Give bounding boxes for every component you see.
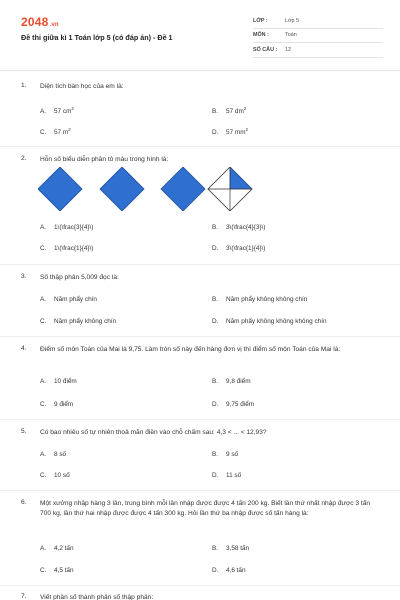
question-text: Số thập phân 5,009 đọc là: — [40, 274, 119, 281]
question-text: Viết phân số thành phân số thập phân: — [40, 594, 154, 600]
option-letter: D. — [212, 129, 219, 136]
option-letter: D. — [212, 567, 219, 574]
option-letter: A. — [40, 108, 47, 115]
question-text: Diện tích bàn học của em là: — [40, 83, 124, 90]
option-b[interactable] — [212, 378, 251, 385]
option-b[interactable] — [212, 106, 246, 115]
option-letter: C. — [40, 318, 47, 325]
option-d[interactable] — [212, 127, 248, 136]
option-c[interactable] — [40, 401, 73, 408]
option-letter: A. — [40, 378, 47, 385]
shaded-diamond-3 — [161, 167, 205, 211]
meta-value: 12 — [285, 46, 291, 53]
option-text: 9 điểm — [54, 401, 74, 408]
option-letter: A. — [40, 545, 47, 552]
option-d[interactable] — [212, 401, 254, 408]
option-superscript: 2 — [71, 106, 74, 111]
option-text: 8 số — [54, 451, 67, 458]
meta-value: Toán — [285, 32, 297, 39]
question-number: 1. — [21, 82, 27, 89]
option-superscript: 2 — [243, 106, 247, 111]
question-separator — [0, 146, 400, 147]
option-letter: D. — [212, 401, 219, 408]
question-number: 4. — [21, 345, 27, 352]
option-letter: B. — [212, 545, 219, 552]
option-letter: D. — [212, 245, 219, 252]
option-text: 1\(\frac{3}{4}\) — [54, 224, 94, 231]
option-text: Năm phẩy không không chín — [226, 296, 308, 303]
question-text: Có bao nhiêu số tự nhiên thoả mãn điền vào chỗ chấm sau: 4,3 < ... < 12,93? — [40, 429, 267, 436]
option-text: 57 m — [54, 129, 69, 136]
shaded-diamond-1 — [38, 167, 82, 211]
option-letter: D. — [212, 318, 219, 325]
option-letter: C. — [40, 472, 47, 479]
option-a[interactable] — [40, 545, 74, 552]
question-number: 2. — [21, 155, 27, 162]
shaded-diamond-2 — [100, 167, 144, 211]
option-text: 4,6 tấn — [226, 567, 246, 574]
option-a[interactable] — [40, 378, 77, 385]
question-separator — [0, 336, 400, 337]
option-text: 4,2 tấn — [54, 545, 74, 552]
exam-meta — [253, 14, 383, 58]
header-divider — [0, 70, 400, 71]
meta-row-subject — [253, 29, 383, 44]
option-letter: A. — [40, 224, 47, 231]
question-separator — [0, 490, 400, 491]
option-text: 9 số — [226, 451, 239, 458]
option-d[interactable] — [212, 318, 327, 325]
option-b[interactable] — [212, 296, 307, 303]
option-text: 57 dm — [226, 108, 244, 115]
option-d[interactable] — [212, 245, 265, 252]
option-c[interactable] — [40, 472, 70, 479]
question-separator — [0, 264, 400, 265]
option-letter: C. — [40, 129, 47, 136]
question-number: 6. — [21, 499, 27, 506]
option-letter: A. — [40, 296, 47, 303]
option-text: 1\(\frac{1}{4}\) — [54, 245, 94, 252]
option-text: 11 số — [226, 472, 242, 479]
question-text: Một xưởng nhập hàng 3 lần, trung bình mỗi lần nhập được được 4 tấn 200 kg. Biết lần thứ nhất nhập được 3 tấn 700 kg, lần thứ hai nhập được được 4 tấn 300 kg. Hỏi lần thứ ba nhập được số tấn hàng là: — [40, 500, 371, 517]
option-b[interactable] — [212, 224, 265, 231]
option-letter: C. — [40, 567, 47, 574]
exam-title: Đề thi giữa kì 1 Toán lớp 5 (có đáp án) - Đề 1 — [21, 33, 173, 42]
option-superscript: 2 — [68, 127, 71, 132]
option-letter: A. — [40, 451, 47, 458]
page-header — [0, 0, 400, 72]
meta-key: MÔN : — [253, 32, 269, 39]
option-letter: D. — [212, 472, 219, 479]
option-a[interactable] — [40, 224, 93, 231]
logo-text: 2048 — [21, 15, 49, 29]
option-superscript: 2 — [245, 127, 249, 132]
meta-key: LỚP : — [253, 17, 268, 24]
option-text: 57 cm — [54, 108, 72, 115]
meta-value: Lớp 5 — [285, 17, 300, 24]
option-text: Năm phẩy không không không chín — [226, 318, 327, 325]
option-letter: B. — [212, 451, 219, 458]
option-letter: B. — [212, 108, 219, 115]
option-a[interactable] — [40, 296, 97, 303]
option-text: 10 số — [54, 472, 70, 479]
option-a[interactable] — [40, 106, 74, 115]
option-letter: B. — [212, 378, 219, 385]
question-text: Điểm số môn Toán của Mai là 9,75. Làm tròn số này đến hàng đơn vị thì điểm số môn Toán của Mai là: — [40, 346, 341, 353]
option-text: 3,58 tấn — [226, 545, 250, 552]
option-letter: C. — [40, 401, 47, 408]
meta-key: SỐ CÂU : — [253, 46, 278, 53]
meta-row-count — [253, 43, 383, 58]
option-b[interactable] — [212, 451, 238, 458]
option-c[interactable] — [40, 127, 71, 136]
option-letter: B. — [212, 296, 219, 303]
option-a[interactable] — [40, 451, 66, 458]
option-text: 3\(\frac{1}{4}\) — [226, 245, 266, 252]
option-text: Năm phẩy chín — [54, 296, 97, 303]
option-text: 57 mm — [226, 129, 246, 136]
option-b[interactable] — [212, 545, 249, 552]
question-separator — [0, 585, 400, 586]
question-text: Hỗn số biểu diễn phần tô màu trong hình là: — [40, 156, 169, 163]
option-letter: C. — [40, 245, 47, 252]
option-letter: B. — [212, 224, 219, 231]
option-d[interactable] — [212, 472, 241, 479]
option-text: Năm phẩy không chín — [54, 318, 117, 325]
question-number: 5. — [21, 428, 27, 435]
meta-row-class — [253, 14, 383, 29]
option-text: 9,8 điểm — [226, 378, 251, 385]
option-c[interactable] — [40, 318, 116, 325]
option-text: 4,5 tấn — [54, 567, 74, 574]
question-number: 3. — [21, 273, 27, 280]
partial-diamond-shaded-quarter — [230, 167, 252, 189]
option-text: 9,75 điểm — [226, 401, 255, 408]
option-c[interactable] — [40, 567, 74, 574]
question-separator — [0, 419, 400, 420]
option-c[interactable] — [40, 245, 93, 252]
logo-suffix: .vn — [49, 22, 59, 28]
site-logo[interactable] — [21, 15, 59, 29]
option-text: 3\(\frac{4}{3}\) — [226, 224, 266, 231]
question-number: 7. — [21, 593, 27, 600]
fraction-diagram — [38, 167, 278, 211]
option-text: 10 điểm — [54, 378, 77, 385]
option-d[interactable] — [212, 567, 246, 574]
